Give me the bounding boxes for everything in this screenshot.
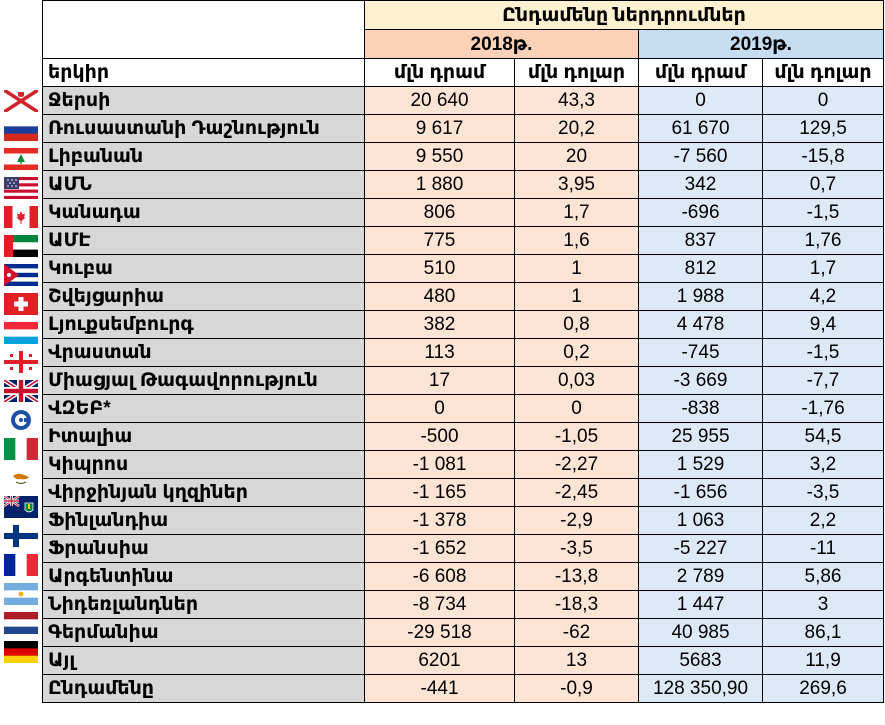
usd-2018-value: 1 [515,283,639,311]
country-name: Վիրջինյան կղզիներ [43,479,365,507]
country-name: Կանադա [43,199,365,227]
table-row [43,507,884,535]
usd-2019-value: -7,7 [763,367,884,395]
amd-2018-value: -1 081 [365,451,515,479]
amd-2019-value: 837 [639,227,763,255]
country-name: Ֆրանսիա [43,535,365,563]
usd-2018-value: 0,2 [515,339,639,367]
usd-2019-value: 9,4 [763,311,884,339]
amd-2018-value: 9 550 [365,143,515,171]
usd-2019-value: 86,1 [763,619,884,647]
usd-2019-value: -15,8 [763,143,884,171]
canada-flag-icon [4,206,38,228]
amd-2019-value: 1 988 [639,283,763,311]
usd-2018-value: 3,95 [515,171,639,199]
amd-2018-value: 17 [365,367,515,395]
amd-2019-value: -3 669 [639,367,763,395]
country-name: Ռուսաստանի Դաշնություն [43,115,365,143]
usd-2018-value: 1,7 [515,199,639,227]
amd-2019-value: -745 [639,339,763,367]
country-name: Գերմանիա [43,619,365,647]
usd-2019-value: 0 [763,87,884,115]
usd-2018-value: 0,8 [515,311,639,339]
usd-2018-value: 20,2 [515,115,639,143]
table-row [43,143,884,171]
uk-flag-icon [4,380,38,402]
amd-2019-value: -838 [639,395,763,423]
country-column-header: երկիր [43,59,365,87]
usd-2018-value: 1 [515,255,639,283]
country-name: Կիպրոս [43,451,365,479]
amd-2018-value: -441 [365,675,515,703]
usd-2019-value: 54,5 [763,423,884,451]
finland-flag-icon [4,525,38,547]
usd-2019-value: 3,2 [763,451,884,479]
amd-2019-value: -7 560 [639,143,763,171]
amd-2019-value: 40 985 [639,619,763,647]
usd-2018-value: -13,8 [515,563,639,591]
table-row [43,227,884,255]
amd-2019-value: 1 447 [639,591,763,619]
country-name: ԱՄԷ [43,227,365,255]
amd-2018-value: 775 [365,227,515,255]
usd-2018-column-header: մլն դոլար [515,59,639,87]
amd-2019-value: 5683 [639,647,763,675]
amd-2018-value: 20 640 [365,87,515,115]
usd-2019-value: 4,2 [763,283,884,311]
country-name: Լյուքսեմբուրգ [43,311,365,339]
table-row [43,563,884,591]
amd-2018-value: 9 617 [365,115,515,143]
amd-2019-value: 2 789 [639,563,763,591]
usd-2018-value: 0 [515,395,639,423]
uae-flag-icon [4,235,38,257]
table-row [43,451,884,479]
amd-2018-value: -6 608 [365,563,515,591]
georgia-flag-icon [4,351,38,373]
usd-2018-value: -62 [515,619,639,647]
usd-2019-value: 11,9 [763,647,884,675]
usd-2019-value: 2,2 [763,507,884,535]
luxembourg-flag-icon [4,322,38,344]
usd-2019-value: 1,76 [763,227,884,255]
lebanon-flag-icon [4,148,38,170]
amd-2018-value: -500 [365,423,515,451]
table-row [43,255,884,283]
amd-2018-value: -29 518 [365,619,515,647]
usd-2019-value: -11 [763,535,884,563]
amd-2018-value: -1 378 [365,507,515,535]
amd-2018-value: 382 [365,311,515,339]
usd-2018-value: -0,9 [515,675,639,703]
amd-2019-value: 0 [639,87,763,115]
amd-2019-value: -1 656 [639,479,763,507]
germany-flag-icon [4,641,38,663]
country-name: Լիբանան [43,143,365,171]
amd-2018-value: -1 652 [365,535,515,563]
country-name: ՎԶԵԲ* [43,395,365,423]
usd-2019-value: -1,5 [763,199,884,227]
amd-2019-value: 4 478 [639,311,763,339]
virgin-islands-flag-icon [4,496,38,518]
usd-2019-value: -1,76 [763,395,884,423]
usd-2019-value: -1,5 [763,339,884,367]
country-name: Նիդեռլանդներ [43,591,365,619]
amd-2018-value: 0 [365,395,515,423]
table-row [43,283,884,311]
usd-2019-value: 5,86 [763,563,884,591]
total-investments-header: Ընդամենը ներդրումներ [365,1,884,30]
year-2019-header: 2019թ. [639,30,884,59]
cyprus-flag-icon [4,467,38,489]
usd-2019-value: 269,6 [763,675,884,703]
table-row [43,311,884,339]
ebrd-logo-icon [4,409,38,431]
amd-2018-value: 113 [365,339,515,367]
amd-2018-value: 806 [365,199,515,227]
amd-2019-value: 128 350,90 [639,675,763,703]
country-name: Ֆինլանդիա [43,507,365,535]
usd-2018-value: -2,45 [515,479,639,507]
table-row [43,171,884,199]
table-row [43,423,884,451]
usd-2018-value: -2,27 [515,451,639,479]
investment-table [42,0,884,703]
usa-flag-icon [4,177,38,199]
usd-2018-value: 20 [515,143,639,171]
usd-2018-value: -18,3 [515,591,639,619]
usd-2018-value: 1,6 [515,227,639,255]
amd-2019-value: 1 063 [639,507,763,535]
table-row [43,199,884,227]
corner-cell [43,1,365,59]
usd-2018-value: 13 [515,647,639,675]
amd-2018-value: -8 734 [365,591,515,619]
country-name: Միացյալ Թագավորություն [43,367,365,395]
usd-2018-value: -1,05 [515,423,639,451]
amd-2019-value: -5 227 [639,535,763,563]
table-row [43,479,884,507]
amd-2019-value: 1 529 [639,451,763,479]
netherlands-flag-icon [4,612,38,634]
cuba-flag-icon [4,264,38,286]
argentina-flag-icon [4,583,38,605]
table-row [43,535,884,563]
amd-2018-value: 6201 [365,647,515,675]
table-row [43,87,884,115]
amd-2018-column-header: մլն դրամ [365,59,515,87]
jersey-flag-icon [4,90,38,112]
usd-2019-value: -3,5 [763,479,884,507]
amd-2019-value: 342 [639,171,763,199]
usd-2018-value: 43,3 [515,87,639,115]
usd-2018-value: -2,9 [515,507,639,535]
country-name: Արգենտինա [43,563,365,591]
amd-2019-column-header: մլն դրամ [639,59,763,87]
country-name: Իտալիա [43,423,365,451]
amd-2019-value: 812 [639,255,763,283]
country-name: Կուբա [43,255,365,283]
country-name: Ընդամենը [43,675,365,703]
usd-2019-value: 3 [763,591,884,619]
table-row [43,367,884,395]
usd-2018-value: 0,03 [515,367,639,395]
amd-2018-value: 1 880 [365,171,515,199]
country-name: Ջերսի [43,87,365,115]
usd-2019-value: 1,7 [763,255,884,283]
year-2018-header: 2018թ. [365,30,639,59]
usd-2019-value: 0,7 [763,171,884,199]
france-flag-icon [4,554,38,576]
amd-2019-value: 25 955 [639,423,763,451]
country-name: ԱՄՆ [43,171,365,199]
table-row [43,675,884,703]
country-name: Վրաստան [43,339,365,367]
table-row [43,619,884,647]
amd-2018-value: 510 [365,255,515,283]
russia-flag-icon [4,119,38,141]
amd-2019-value: 61 670 [639,115,763,143]
table-row [43,115,884,143]
amd-2018-value: -1 165 [365,479,515,507]
table-row [43,647,884,675]
table-row [43,395,884,423]
usd-2018-value: -3,5 [515,535,639,563]
italy-flag-icon [4,438,38,460]
country-name: Այլ [43,647,365,675]
table-row [43,339,884,367]
amd-2018-value: 480 [365,283,515,311]
usd-2019-column-header: մլն դոլար [763,59,884,87]
table-row [43,591,884,619]
country-name: Շվեյցարիա [43,283,365,311]
amd-2019-value: -696 [639,199,763,227]
switzerland-flag-icon [4,293,38,315]
usd-2019-value: 129,5 [763,115,884,143]
